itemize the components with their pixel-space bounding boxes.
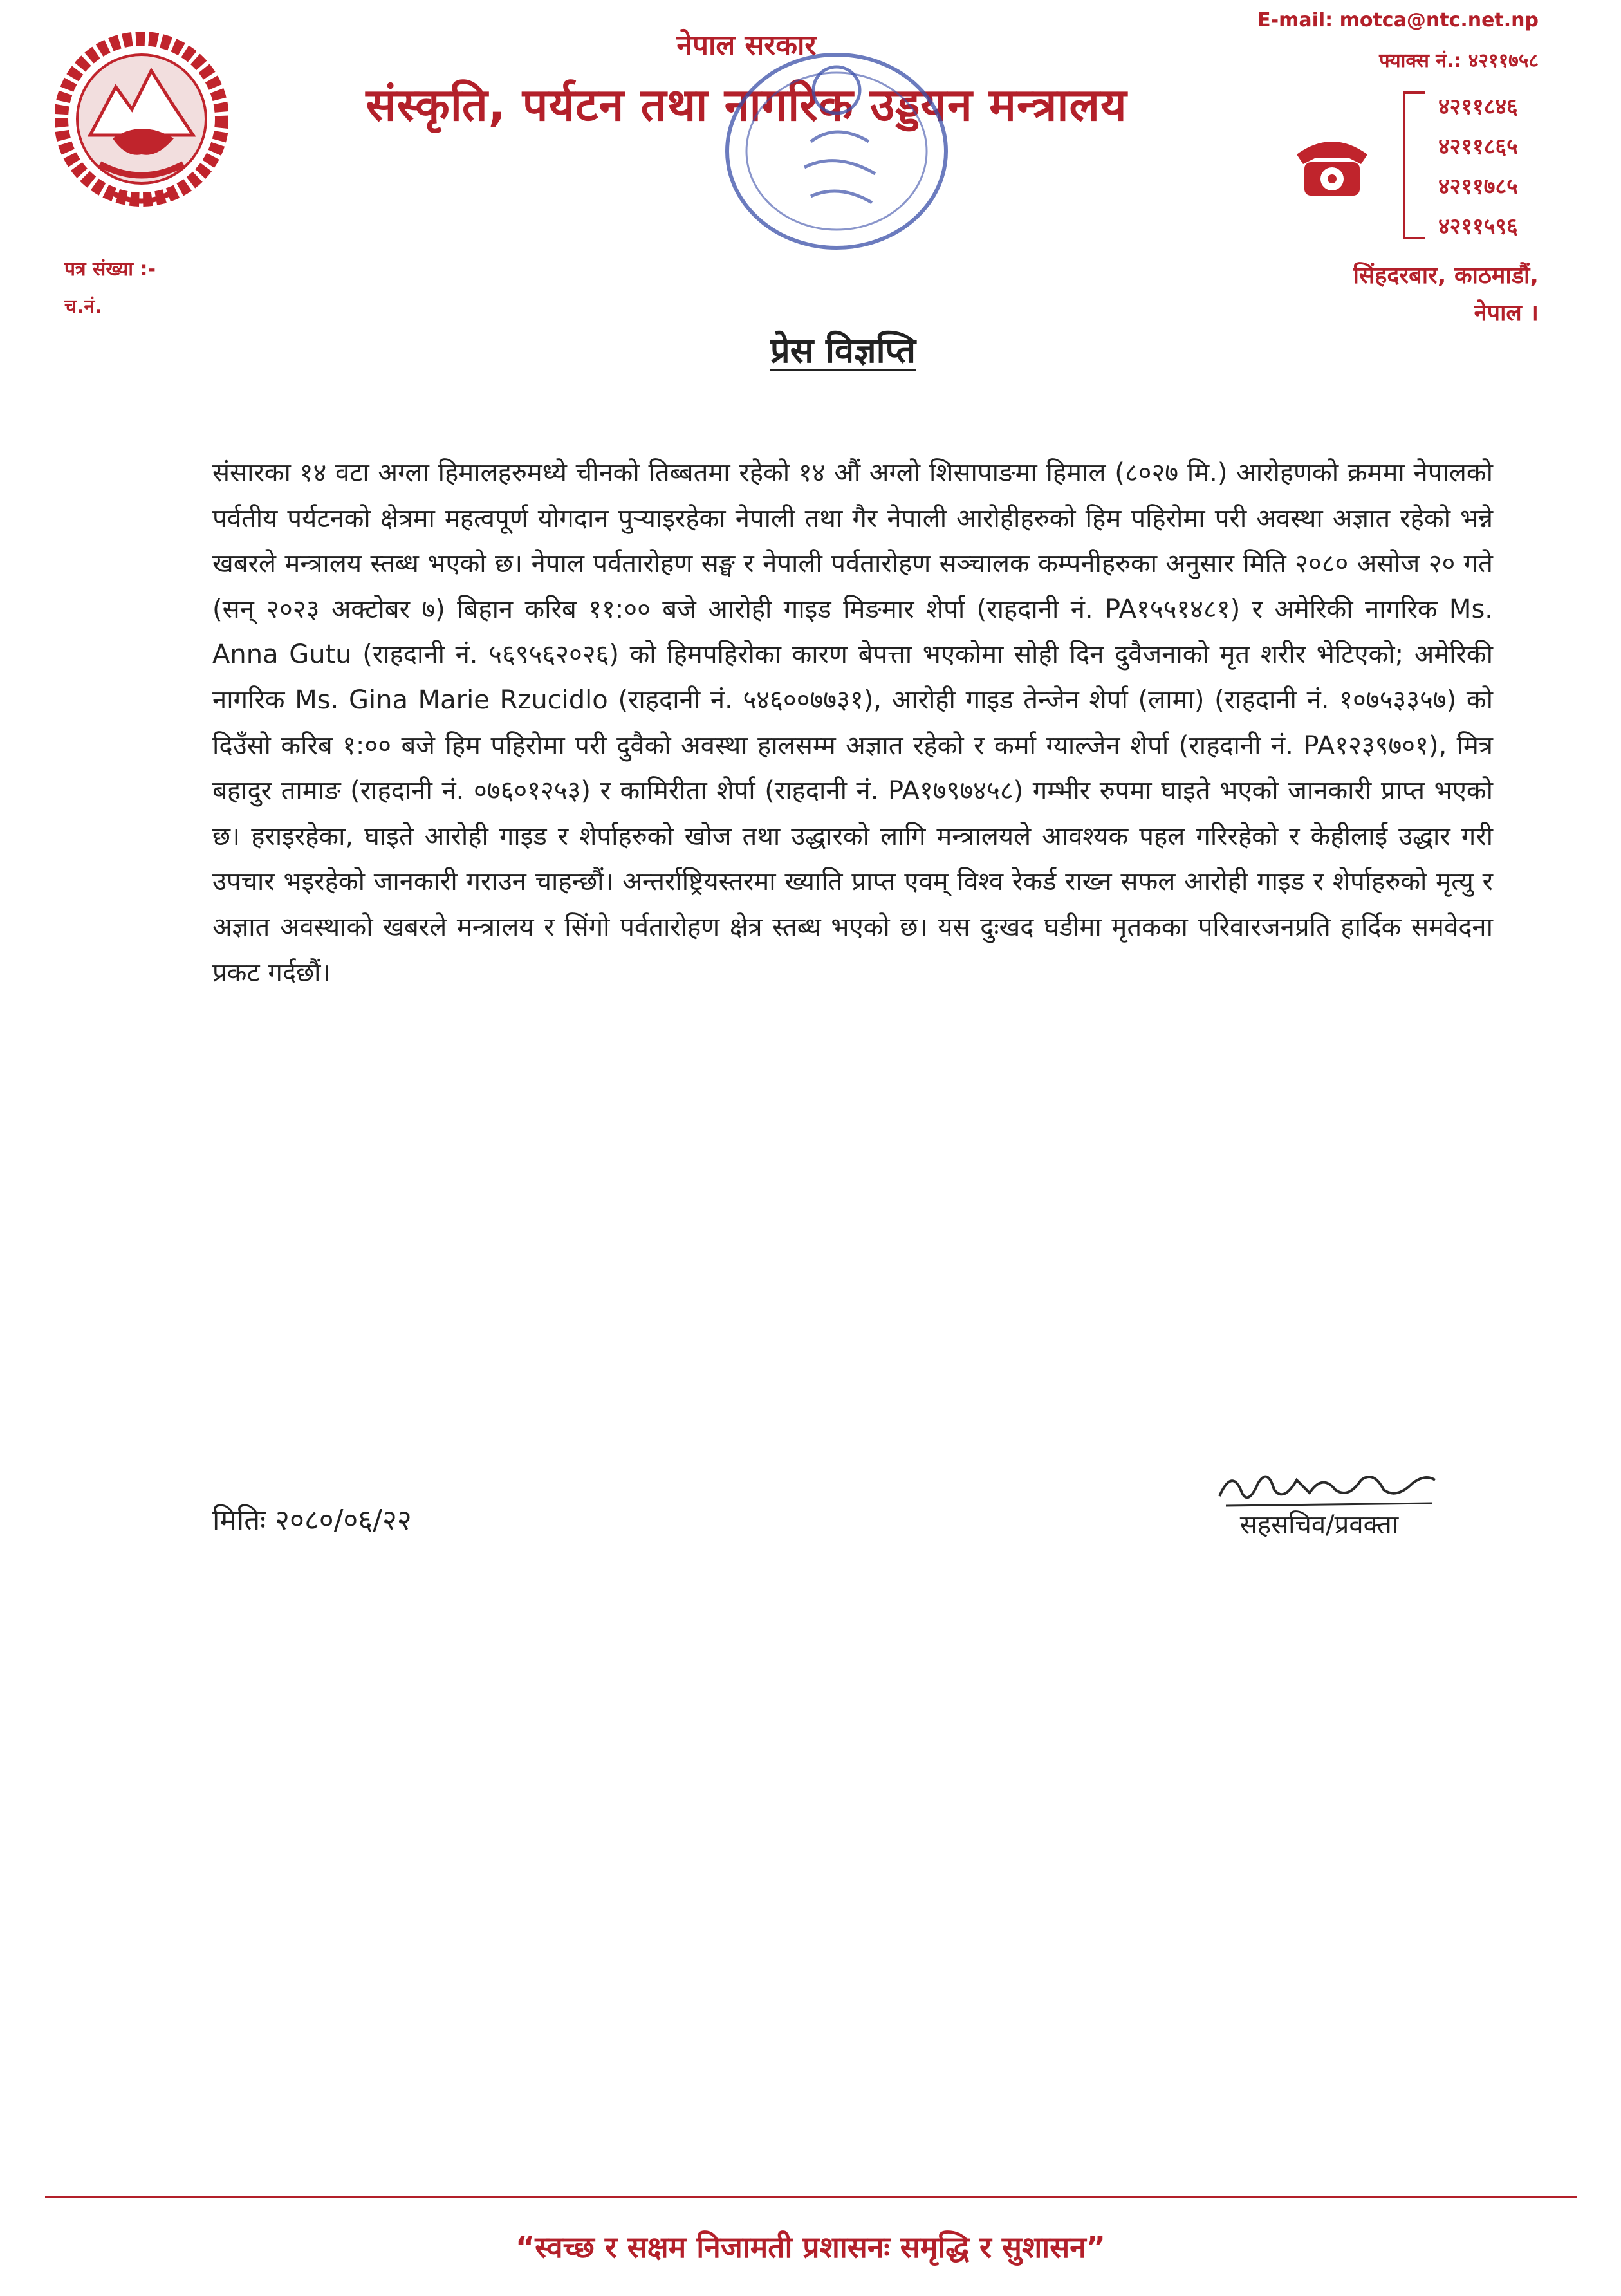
- email-address: E-mail: motca@ntc.net.np: [1257, 9, 1539, 32]
- official-seal-icon: [714, 45, 959, 257]
- government-name: नेपाल सरकार: [676, 29, 817, 62]
- ministry-name: संस्कृति, पर्यटन तथा नागरिक उड्डयन मन्त्रालय: [366, 79, 1127, 131]
- telephone-icon: [1290, 129, 1374, 199]
- dispatch-number-label: च.नं.: [64, 295, 102, 318]
- nepal-emblem-icon: [55, 26, 228, 219]
- handwritten-signature-icon: [1213, 1461, 1445, 1512]
- office-address: [1353, 257, 1539, 332]
- address-line: सिंहदरबार, काठमाडौं,: [1353, 263, 1539, 289]
- signatory-title: सहसचिव/प्रवक्ता: [1239, 1510, 1399, 1540]
- fax-number: फ्याक्स नं.: ४२११७५८: [1379, 50, 1539, 72]
- phone-number: ४२११५९६: [1438, 214, 1518, 239]
- letter-reference: [64, 251, 156, 326]
- phone-bracket: [1403, 91, 1425, 239]
- phone-number: ४२११७८५: [1438, 174, 1518, 199]
- document-date: मितिः २०८०/०६/२२: [212, 1504, 412, 1537]
- phone-numbers: [1438, 87, 1518, 246]
- letter-number-label: पत्र संख्या :-: [64, 258, 156, 281]
- phone-number: ४२११८६५: [1438, 134, 1518, 160]
- press-release-body: संसारका १४ वटा अग्ला हिमालहरुमध्ये चीनको तिब्बतमा रहेको १४ औं अग्लो शिसापाङमा हिमाल (८०२७ मि.) आरोहणको क्रममा नेपालको पर्वतीय पर्यटनको क्षेत्रमा महत्वपूर्ण योगदान पुऱ्याइरहेका नेपाली तथा गैर नेपाली आरोहीहरुको हिम पहिरोमा परी अवस्था अज्ञात रहेको भन्ने खबरले मन्त्रालय स्तब्ध भएको छ। नेपाल पर्वतारोहण सङ्घ र नेपाली पर्वतारोहण सञ्चालक कम्पनीहरुका अनुसार मिति २०८० असोज २० गते (सन् २०२३ अक्टोबर ७) बिहान करिब ११:०० बजे आरोही गाइड मिङमार शेर्पा (राहदानी नं. PA१५५१४८१) र अमेरिकी नागरिक Ms. Anna Gutu (राहदानी नं. ५६९५६२०२६) को हिमपहिरोका कारण बेपत्ता भएकोमा सोही दिन दुवैजनाको मृत शरीर भेटिएको; अमेरिकी नागरिक Ms. Gina Marie Rzucidlo (राहदानी नं. ५४६००७७३१), आरोही गाइड तेन्जेन शेर्पा (लामा) (राहदानी नं. १०७५३३५७) को दिउँसो करिब १:०० बजे हिम पहिरोमा परी दुवैको अवस्था हालसम्म अज्ञात रहेको र कर्मा ग्याल्जेन शेर्पा (राहदानी नं. PA१२३९७०१), मित्र बहादुर तामाङ (राहदानी नं. ०७६०१२५३) र कामिरीता शेर्पा (राहदानी नं. PA१७९७४५८) गम्भीर रुपमा घाइते भएको जानकारी प्राप्त भएको छ। हराइरहेका, घाइते आरोही गाइड र शेर्पाहरुको खोज तथा उद्धारको लागि मन्त्रालयले आवश्यक पहल गरिरहेको र केहीलाई उद्धार गरी उपचार भइरहेको जानकारी गराउन चाहन्छौं। अन्तर्राष्ट्रियस्तरमा ख्याति प्राप्त एवम् विश्व रेकर्ड राख्न सफल आरोही गाइड र शेर्पाहरुको मृत्यु र अज्ञात अवस्थाको खबरले मन्त्रालय र सिंगो पर्वतारोहण क्षेत्र स्तब्ध भएको छ। यस दुःखद घडीमा मृतकका परिवारजनप्रति हार्दिक समवेदना प्रकट गर्दछौं।: [212, 458, 1493, 988]
- phone-number: ४२११८४६: [1438, 94, 1518, 120]
- footer-motto: “स्वच्छ र सक्षम निजामती प्रशासनः समृद्धि र सुशासन”: [515, 2230, 1106, 2264]
- footer-divider: [45, 2196, 1577, 2198]
- document-title: प्रेस विज्ञप्ति: [770, 330, 916, 371]
- address-line: नेपाल ।: [1474, 300, 1539, 326]
